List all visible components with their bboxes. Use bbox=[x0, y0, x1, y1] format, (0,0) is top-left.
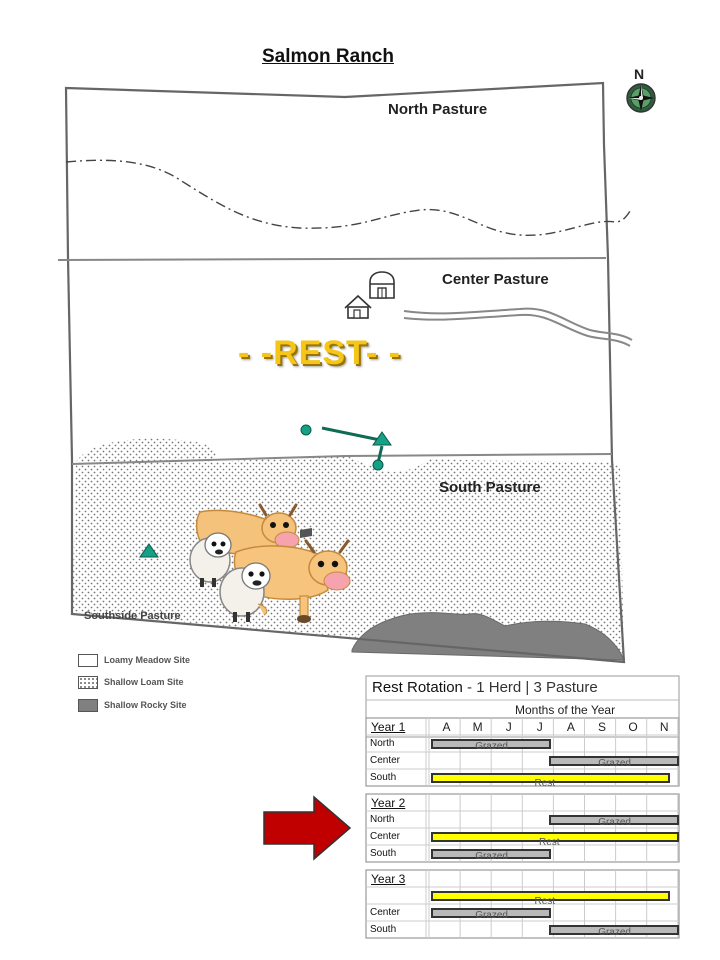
schedule-subtitle: - 1 Herd | 3 Pasture bbox=[462, 679, 598, 696]
bar-status-label: Grazed bbox=[475, 851, 508, 862]
pasture-row-label: South bbox=[370, 848, 397, 859]
pasture-row-label: Center bbox=[370, 831, 401, 842]
year-label: Year 1 bbox=[371, 720, 406, 734]
legend-label: Loamy Meadow Site bbox=[104, 655, 191, 665]
bar-status-label: Rest bbox=[534, 778, 556, 789]
legend-label: Shallow Rocky Site bbox=[104, 700, 187, 710]
pasture-row-label: Center bbox=[370, 907, 401, 918]
house-icon bbox=[345, 296, 371, 318]
center-pasture-label: Center Pasture bbox=[442, 271, 549, 288]
water-well-icon bbox=[301, 425, 311, 435]
bar-status-label: Grazed bbox=[598, 758, 631, 769]
month-label: S bbox=[597, 720, 606, 734]
month-label: J bbox=[505, 720, 512, 734]
rest-status-banner: - -REST- - bbox=[238, 334, 401, 372]
month-label: M bbox=[472, 720, 483, 734]
water-well-icon bbox=[373, 460, 383, 470]
schedule-title bbox=[372, 679, 598, 696]
legend-label: Shallow Loam Site bbox=[104, 677, 184, 687]
fence-north-center bbox=[58, 258, 606, 260]
pasture-row-label: South bbox=[370, 772, 397, 783]
bar-status-label: Grazed bbox=[475, 741, 508, 752]
legend-item bbox=[78, 653, 190, 667]
shallow-rocky-swatch bbox=[78, 699, 98, 712]
north-pasture-label: North Pasture bbox=[388, 101, 488, 118]
month-label: J bbox=[536, 720, 543, 734]
water-pipeline bbox=[322, 428, 380, 440]
year-label: Year 2 bbox=[371, 796, 406, 810]
bar-status-label: Grazed bbox=[598, 927, 631, 938]
shallow-loam-swatch bbox=[78, 676, 98, 689]
month-label: N bbox=[659, 720, 669, 734]
pasture-row-label: North bbox=[370, 814, 395, 825]
schedule-title-main: Rest Rotation bbox=[372, 679, 463, 696]
pasture-row-label: North bbox=[370, 738, 395, 749]
bar-status-label: Rest bbox=[534, 896, 556, 907]
north-label: N bbox=[634, 66, 645, 82]
pasture-row-label: South bbox=[370, 924, 397, 935]
bar-status-label: Rest bbox=[539, 837, 560, 848]
pasture-row-label: Center bbox=[370, 755, 401, 766]
bar-status-label: Grazed bbox=[598, 817, 631, 828]
southside-pasture-label: Southside Pasture bbox=[84, 610, 181, 622]
current-year-arrow-icon bbox=[264, 797, 350, 859]
months-header: Months of the Year bbox=[515, 703, 616, 717]
year-label: Year 3 bbox=[371, 872, 406, 886]
loamy-meadow-swatch bbox=[78, 654, 98, 667]
road bbox=[404, 309, 632, 340]
barn-icon bbox=[370, 272, 394, 298]
creek-line bbox=[66, 160, 632, 235]
map-title: Salmon Ranch bbox=[262, 46, 394, 67]
south-pasture-label: South Pasture bbox=[439, 479, 541, 496]
month-label: A bbox=[442, 720, 451, 734]
month-label: O bbox=[628, 720, 638, 734]
legend-item bbox=[78, 698, 187, 712]
compass-icon bbox=[627, 84, 655, 112]
bar-status-label: Grazed bbox=[475, 910, 508, 921]
month-label: A bbox=[566, 720, 575, 734]
legend-item bbox=[78, 675, 184, 689]
